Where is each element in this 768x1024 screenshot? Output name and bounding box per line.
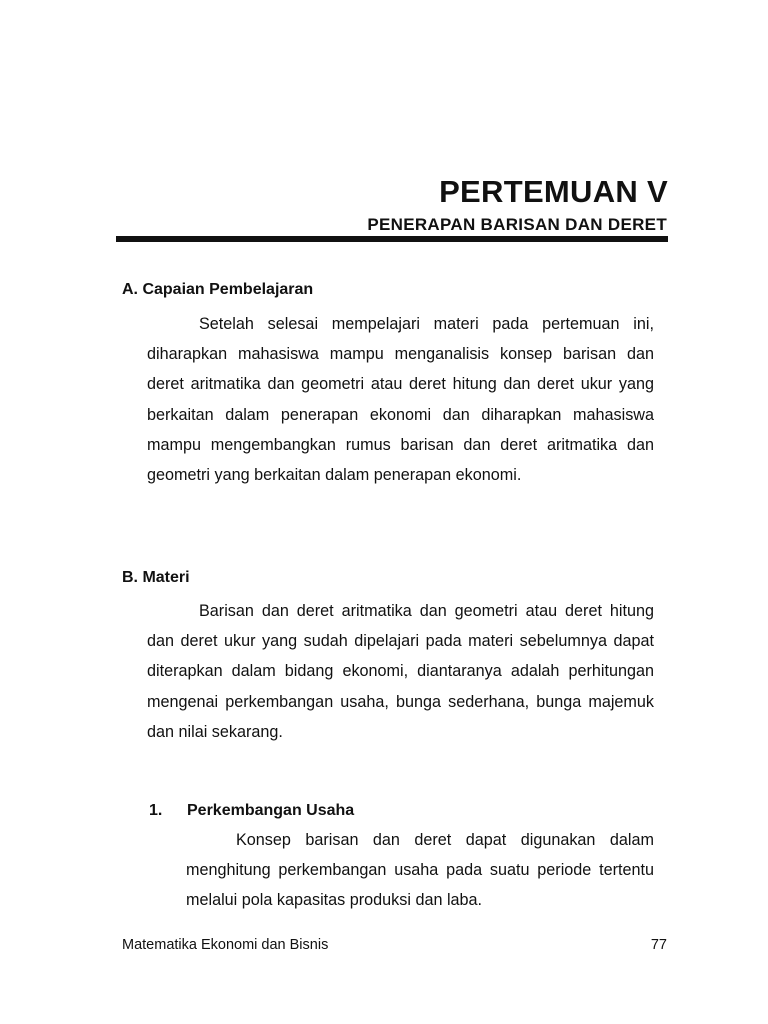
chapter-title: PERTEMUAN V xyxy=(439,174,668,209)
subsection-heading xyxy=(149,802,354,820)
subsection-paragraph xyxy=(186,825,654,916)
section-b-paragraph xyxy=(147,596,654,747)
subsection-number: 1. xyxy=(149,802,163,819)
footer-page-number: 77 xyxy=(650,937,667,953)
subsection-title: Perkembangan Usaha xyxy=(187,802,355,819)
section-a-heading: A. Capaian Pembelajaran xyxy=(122,281,314,298)
section-b-heading: B. Materi xyxy=(122,569,190,586)
title-underline xyxy=(116,236,668,242)
subsection-paragraph-text: Konsep barisan dan deret dapat digunakan dalam menghitung perkembangan usaha pada suatu periode tertentu melalui pola kapasitas produksi dan laba. xyxy=(186,831,654,910)
chapter-subtitle: PENERAPAN BARISAN DAN DERET xyxy=(367,215,667,234)
section-b-paragraph-text: Barisan dan deret aritmatika dan geometri atau deret hitung dan deret ukur yang sudah dipelajari pada materi sebelumnya dapat diterapkan dalam bidang ekonomi, diantaranya adalah perhitungan mengenai perkembangan usaha, bunga sederhana, bunga majemuk dan nilai sekarang. xyxy=(147,602,654,741)
section-a-paragraph-text: Setelah selesai mempelajari materi pada pertemuan ini, diharapkan mahasiswa mampu menganalisis konsep barisan dan deret aritmatika dan geometri atau deret hitung dan deret ukur yang berkaitan dalam penerapan ekonomi dan diharapkan mahasiswa mampu mengembangkan rumus barisan dan deret aritmatika dan geometri yang berkaitan dalam penerapan ekonomi. xyxy=(147,315,654,485)
footer-book-title: Matematika Ekonomi dan Bisnis xyxy=(122,937,329,953)
section-a-paragraph xyxy=(147,309,654,490)
